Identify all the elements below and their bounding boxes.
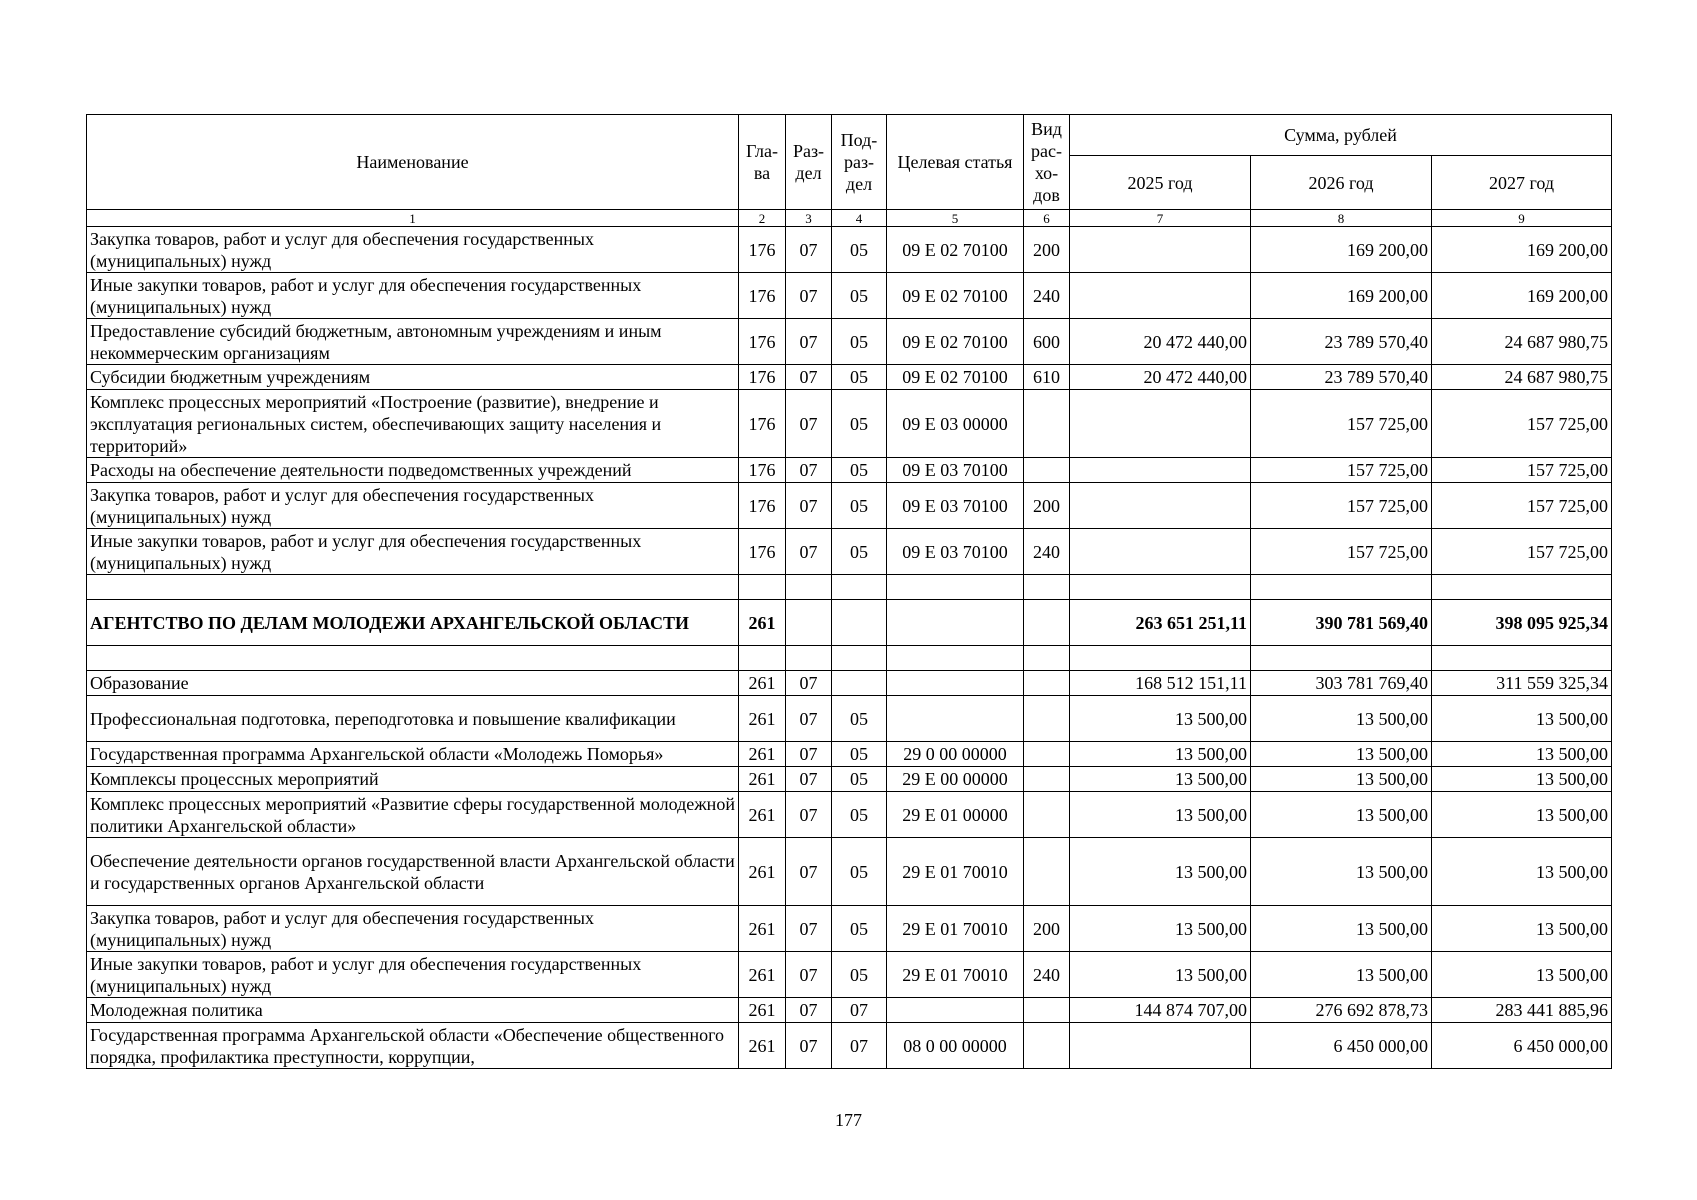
col-index: 8 [1251,210,1432,227]
row-razdel [786,646,832,671]
row-glava: 261 [739,838,786,906]
row-glava: 261 [739,696,786,742]
page-number: 177 [835,1110,862,1130]
row-razdel: 07 [786,998,832,1023]
row-name: Профессиональная подготовка, переподготовка и повышение квалификации [87,696,739,742]
row-tselevaya: 29 Е 00 00000 [887,767,1024,792]
row-amount-2027 [1432,646,1612,671]
row-tselevaya [887,998,1024,1023]
row-razdel: 07 [786,952,832,998]
row-podrazdel: 05 [832,906,887,952]
row-amount-2026: 157 725,00 [1251,390,1432,458]
budget-table [86,114,1612,1069]
row-name: Комплекс процессных мероприятий «Построение (развитие), внедрение и эксплуатация региональных систем, обеспечивающих защиту населения и территорий» [87,390,739,458]
row-tselevaya: 09 Е 02 70100 [887,273,1024,319]
row-razdel: 07 [786,319,832,365]
row-name: Иные закупки товаров, работ и услуг для обеспечения государственных (муниципальных) нужд [87,952,739,998]
row-tselevaya: 29 Е 01 70010 [887,838,1024,906]
row-tselevaya: 09 Е 02 70100 [887,319,1024,365]
row-glava [739,575,786,600]
row-vid: 240 [1024,529,1070,575]
row-vid [1024,838,1070,906]
row-amount-2026: 13 500,00 [1251,767,1432,792]
header-vid: Вид рас-хо-дов [1024,115,1070,210]
row-tselevaya [887,646,1024,671]
row-razdel: 07 [786,365,832,390]
row-glava: 261 [739,906,786,952]
col-index: 3 [786,210,832,227]
row-vid [1024,671,1070,696]
row-amount-2026 [1251,575,1432,600]
row-glava: 176 [739,365,786,390]
table-row [87,600,1612,646]
row-glava: 261 [739,792,786,838]
row-razdel: 07 [786,696,832,742]
row-amount-2027: 13 500,00 [1432,742,1612,767]
row-glava: 176 [739,319,786,365]
row-razdel: 07 [786,792,832,838]
row-amount-2026: 303 781 769,40 [1251,671,1432,696]
row-podrazdel: 05 [832,792,887,838]
table-row [87,838,1612,906]
row-amount-2025: 168 512 151,11 [1070,671,1251,696]
row-razdel: 07 [786,671,832,696]
row-vid: 240 [1024,273,1070,319]
row-amount-2025: 13 500,00 [1070,696,1251,742]
row-razdel: 07 [786,273,832,319]
header-2025: 2025 год [1070,156,1251,210]
row-amount-2026: 13 500,00 [1251,742,1432,767]
table-row [87,792,1612,838]
row-name: Комплексы процессных мероприятий [87,767,739,792]
row-vid [1024,458,1070,483]
row-tselevaya [887,575,1024,600]
row-amount-2027: 13 500,00 [1432,906,1612,952]
table-row [87,273,1612,319]
row-amount-2025 [1070,646,1251,671]
row-amount-2025: 263 651 251,11 [1070,600,1251,646]
row-podrazdel: 05 [832,529,887,575]
row-razdel: 07 [786,767,832,792]
row-glava: 261 [739,1023,786,1069]
row-glava: 176 [739,458,786,483]
table-row [87,529,1612,575]
row-vid [1024,390,1070,458]
header-tselevaya: Целевая статья [887,115,1024,210]
row-amount-2027: 311 559 325,34 [1432,671,1612,696]
col-index: 1 [87,210,739,227]
row-vid: 200 [1024,906,1070,952]
row-razdel: 07 [786,390,832,458]
row-podrazdel [832,600,887,646]
header-2026: 2026 год [1251,156,1432,210]
row-amount-2025 [1070,1023,1251,1069]
row-amount-2025 [1070,227,1251,273]
row-tselevaya [887,600,1024,646]
row-amount-2026: 23 789 570,40 [1251,319,1432,365]
table-row [87,906,1612,952]
header-summa: Сумма, рублей [1070,115,1612,156]
row-tselevaya: 08 0 00 00000 [887,1023,1024,1069]
header-glava: Гла-ва [739,115,786,210]
row-amount-2027: 13 500,00 [1432,838,1612,906]
row-amount-2027: 157 725,00 [1432,483,1612,529]
table-row [87,696,1612,742]
row-amount-2027: 157 725,00 [1432,529,1612,575]
table-row [87,483,1612,529]
empty-row [87,575,1612,600]
row-tselevaya: 09 Е 03 70100 [887,529,1024,575]
col-index: 6 [1024,210,1070,227]
row-tselevaya: 29 Е 01 00000 [887,792,1024,838]
row-vid [1024,742,1070,767]
row-amount-2027: 6 450 000,00 [1432,1023,1612,1069]
row-name: Субсидии бюджетным учреждениям [87,365,739,390]
row-podrazdel: 05 [832,952,887,998]
row-amount-2026: 157 725,00 [1251,458,1432,483]
row-podrazdel: 05 [832,696,887,742]
col-index: 2 [739,210,786,227]
row-podrazdel [832,646,887,671]
table-row [87,227,1612,273]
row-amount-2026: 276 692 878,73 [1251,998,1432,1023]
row-razdel [786,600,832,646]
row-glava: 261 [739,952,786,998]
row-podrazdel: 05 [832,227,887,273]
row-amount-2026: 13 500,00 [1251,696,1432,742]
row-tselevaya: 09 Е 02 70100 [887,365,1024,390]
row-name: Иные закупки товаров, работ и услуг для обеспечения государственных (муниципальных) нужд [87,529,739,575]
row-vid: 200 [1024,483,1070,529]
table-row [87,458,1612,483]
row-razdel: 07 [786,906,832,952]
row-amount-2025: 13 500,00 [1070,742,1251,767]
row-amount-2027: 24 687 980,75 [1432,319,1612,365]
row-name: Образование [87,671,739,696]
row-razdel: 07 [786,483,832,529]
row-amount-2027 [1432,575,1612,600]
row-amount-2026: 390 781 569,40 [1251,600,1432,646]
row-glava: 261 [739,742,786,767]
row-name: Закупка товаров, работ и услуг для обеспечения государственных (муниципальных) нужд [87,227,739,273]
row-podrazdel: 05 [832,838,887,906]
row-vid [1024,767,1070,792]
table-row [87,998,1612,1023]
table-row [87,742,1612,767]
row-vid: 610 [1024,365,1070,390]
row-amount-2026: 169 200,00 [1251,273,1432,319]
table-row [87,767,1612,792]
row-podrazdel: 05 [832,273,887,319]
row-tselevaya: 09 Е 02 70100 [887,227,1024,273]
row-amount-2026: 23 789 570,40 [1251,365,1432,390]
row-glava: 176 [739,227,786,273]
row-razdel: 07 [786,458,832,483]
row-razdel: 07 [786,227,832,273]
row-amount-2026 [1251,646,1432,671]
row-podrazdel: 07 [832,998,887,1023]
row-tselevaya [887,671,1024,696]
row-glava: 261 [739,767,786,792]
row-amount-2027: 24 687 980,75 [1432,365,1612,390]
col-index: 7 [1070,210,1251,227]
row-name [87,646,739,671]
row-amount-2025: 20 472 440,00 [1070,319,1251,365]
row-amount-2025 [1070,390,1251,458]
row-razdel: 07 [786,529,832,575]
empty-row [87,646,1612,671]
row-amount-2027: 169 200,00 [1432,227,1612,273]
row-tselevaya: 29 Е 01 70010 [887,952,1024,998]
row-amount-2026: 157 725,00 [1251,483,1432,529]
row-amount-2027: 157 725,00 [1432,458,1612,483]
row-vid [1024,792,1070,838]
row-vid: 240 [1024,952,1070,998]
row-amount-2027: 13 500,00 [1432,952,1612,998]
header-name: Наименование [87,115,739,210]
row-tselevaya: 09 Е 03 00000 [887,390,1024,458]
row-tselevaya: 29 0 00 00000 [887,742,1024,767]
row-amount-2025 [1070,458,1251,483]
row-amount-2026: 13 500,00 [1251,906,1432,952]
column-index-row [87,210,1612,227]
row-amount-2025: 13 500,00 [1070,792,1251,838]
row-amount-2025 [1070,273,1251,319]
row-name: Обеспечение деятельности органов государственной власти Архангельской области и государственных органов Архангельской области [87,838,739,906]
row-amount-2027: 13 500,00 [1432,696,1612,742]
row-name: Предоставление субсидий бюджетным, автономным учреждениям и иным некоммерческим организациям [87,319,739,365]
row-tselevaya: 29 Е 01 70010 [887,906,1024,952]
row-name: Государственная программа Архангельской области «Обеспечение общественного порядка, профилактика преступности, коррупции, [87,1023,739,1069]
row-glava: 261 [739,600,786,646]
row-name: Иные закупки товаров, работ и услуг для обеспечения государственных (муниципальных) нужд [87,273,739,319]
row-podrazdel: 05 [832,742,887,767]
row-glava: 176 [739,483,786,529]
row-amount-2027: 169 200,00 [1432,273,1612,319]
row-amount-2026: 13 500,00 [1251,838,1432,906]
table-row [87,365,1612,390]
row-name: АГЕНТСТВО ПО ДЕЛАМ МОЛОДЕЖИ АРХАНГЕЛЬСКОЙ ОБЛАСТИ [87,600,739,646]
row-name: Расходы на обеспечение деятельности подведомственных учреждений [87,458,739,483]
row-name [87,575,739,600]
row-amount-2025: 13 500,00 [1070,838,1251,906]
row-amount-2025: 20 472 440,00 [1070,365,1251,390]
row-vid [1024,1023,1070,1069]
row-glava: 176 [739,529,786,575]
table-row [87,952,1612,998]
row-amount-2027: 13 500,00 [1432,767,1612,792]
col-index: 4 [832,210,887,227]
row-razdel: 07 [786,742,832,767]
row-vid [1024,696,1070,742]
row-amount-2026: 169 200,00 [1251,227,1432,273]
row-podrazdel: 05 [832,365,887,390]
row-amount-2025: 144 874 707,00 [1070,998,1251,1023]
table-row [87,671,1612,696]
row-razdel: 07 [786,838,832,906]
table-row [87,390,1612,458]
row-vid [1024,600,1070,646]
row-podrazdel: 05 [832,390,887,458]
row-podrazdel: 05 [832,458,887,483]
row-vid: 600 [1024,319,1070,365]
col-index: 9 [1432,210,1612,227]
table-row [87,1023,1612,1069]
row-vid: 200 [1024,227,1070,273]
header-podrazdel: Под-раз-дел [832,115,887,210]
row-glava: 176 [739,390,786,458]
row-podrazdel [832,575,887,600]
row-amount-2027: 398 095 925,34 [1432,600,1612,646]
col-index: 5 [887,210,1024,227]
row-amount-2025: 13 500,00 [1070,952,1251,998]
row-razdel [786,575,832,600]
row-glava: 261 [739,671,786,696]
row-amount-2026: 13 500,00 [1251,952,1432,998]
row-name: Комплекс процессных мероприятий «Развитие сферы государственной молодежной политики Архангельской области» [87,792,739,838]
row-amount-2025: 13 500,00 [1070,767,1251,792]
table-body [87,210,1612,1069]
row-podrazdel: 05 [832,483,887,529]
row-amount-2027: 13 500,00 [1432,792,1612,838]
row-name: Закупка товаров, работ и услуг для обеспечения государственных (муниципальных) нужд [87,906,739,952]
row-tselevaya [887,696,1024,742]
row-tselevaya: 09 Е 03 70100 [887,483,1024,529]
row-amount-2026: 13 500,00 [1251,792,1432,838]
row-podrazdel: 05 [832,767,887,792]
row-name: Закупка товаров, работ и услуг для обеспечения государственных (муниципальных) нужд [87,483,739,529]
row-name: Государственная программа Архангельской области «Молодежь Поморья» [87,742,739,767]
row-vid [1024,998,1070,1023]
row-razdel: 07 [786,1023,832,1069]
row-vid [1024,646,1070,671]
row-podrazdel [832,671,887,696]
row-glava: 176 [739,273,786,319]
row-amount-2026: 6 450 000,00 [1251,1023,1432,1069]
row-amount-2027: 283 441 885,96 [1432,998,1612,1023]
row-podrazdel: 05 [832,319,887,365]
table-row [87,319,1612,365]
row-amount-2025: 13 500,00 [1070,906,1251,952]
row-glava: 261 [739,998,786,1023]
row-amount-2025 [1070,529,1251,575]
row-name: Молодежная политика [87,998,739,1023]
row-vid [1024,575,1070,600]
row-amount-2026: 157 725,00 [1251,529,1432,575]
header-razdel: Раз-дел [786,115,832,210]
row-glava [739,646,786,671]
row-amount-2025 [1070,483,1251,529]
row-amount-2027: 157 725,00 [1432,390,1612,458]
row-tselevaya: 09 Е 03 70100 [887,458,1024,483]
row-podrazdel: 07 [832,1023,887,1069]
header-2027: 2027 год [1432,156,1612,210]
row-amount-2025 [1070,575,1251,600]
